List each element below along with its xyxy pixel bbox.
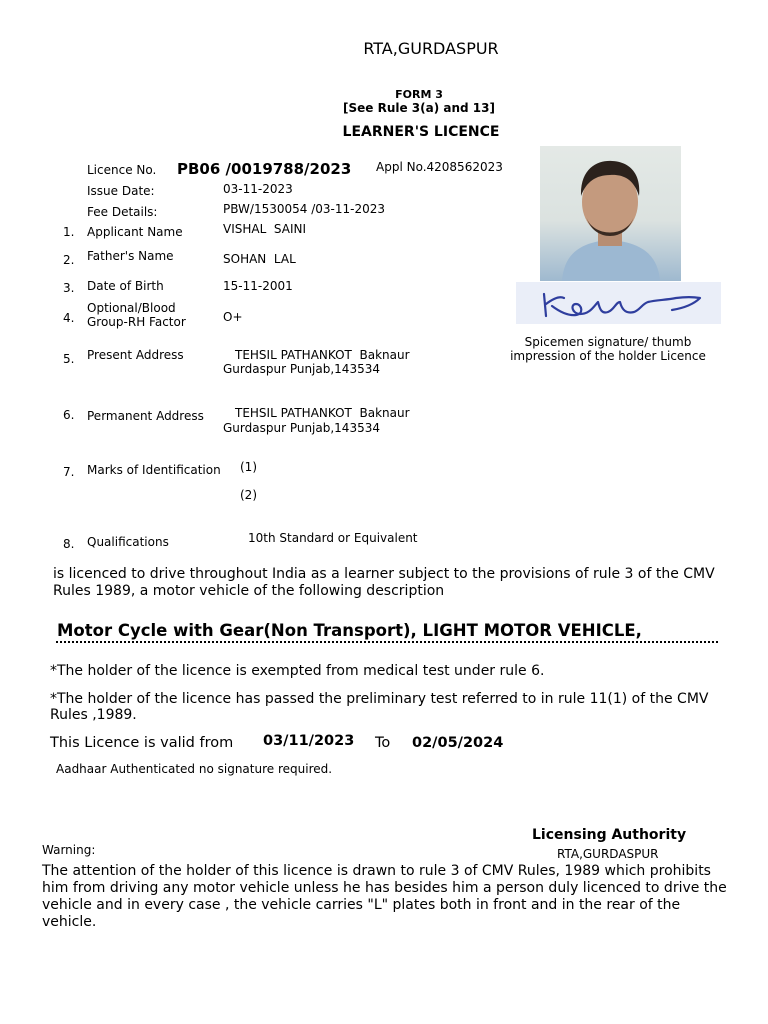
aadhaar-note: Aadhaar Authenticated no signature required. xyxy=(56,762,333,776)
vehicle-class-underline xyxy=(56,641,718,643)
valid-from-date: 03/11/2023 xyxy=(263,733,355,749)
field-number: 1. xyxy=(63,225,75,239)
identification-marks-label: Marks of Identification xyxy=(87,463,221,477)
authority-office: RTA,GURDASPUR xyxy=(557,847,659,861)
office-title: RTA,GURDASPUR xyxy=(363,39,499,58)
holder-photo-portrait xyxy=(540,146,681,281)
father-name: SOHAN LAL xyxy=(223,252,296,266)
father-name-label: Father's Name xyxy=(87,249,174,263)
issue-date: 03-11-2023 xyxy=(223,182,293,196)
present-address-label: Present Address xyxy=(87,348,184,362)
blood-group-label-line1: Optional/Blood xyxy=(87,301,176,315)
document-title: LEARNER'S LICENCE xyxy=(342,124,500,140)
form-number: FORM 3 xyxy=(395,88,443,101)
identification-mark-1: (1) xyxy=(240,460,257,474)
field-number: 5. xyxy=(63,352,75,366)
present-address-line1: TEHSIL PATHANKOT Baknaur xyxy=(235,348,410,362)
permanent-address-label: Permanent Address xyxy=(87,409,204,423)
issue-date-label: Issue Date: xyxy=(87,184,155,198)
identification-mark-2: (2) xyxy=(240,488,257,502)
applicant-name-label: Applicant Name xyxy=(87,225,183,239)
holder-photo xyxy=(540,146,681,281)
licensing-authority: Licensing Authority xyxy=(532,827,687,843)
rule-reference: [See Rule 3(a) and 13] xyxy=(343,101,495,115)
permanent-address-line2: Gurdaspur Punjab,143534 xyxy=(223,421,380,435)
holder-signature xyxy=(516,282,721,324)
valid-to-label: To xyxy=(375,735,391,751)
field-number: 7. xyxy=(63,465,75,479)
field-number: 6. xyxy=(63,408,75,422)
medical-exemption-note: *The holder of the licence is exempted from medical test under rule 6. xyxy=(50,663,545,679)
licence-no-label: Licence No. xyxy=(87,163,157,177)
valid-from-label: This Licence is valid from xyxy=(50,735,234,751)
warning-label: Warning: xyxy=(42,843,96,857)
appl-no: Appl No.4208562023 xyxy=(376,160,503,174)
field-number: 3. xyxy=(63,281,75,295)
licence-statement: is licenced to drive throughout India as a learner subject to the provisions of rule 3 of the CMV Rules 1989, a motor vehicle of the following description xyxy=(53,566,715,599)
field-number: 2. xyxy=(63,253,75,267)
field-number: 4. xyxy=(63,311,75,325)
applicant-name: VISHAL SAINI xyxy=(223,222,307,236)
signature-caption-line2: impression of the holder Licence xyxy=(510,349,706,363)
fee-details: PBW/1530054 /03-11-2023 xyxy=(223,202,385,216)
permanent-address-line1: TEHSIL PATHANKOT Baknaur xyxy=(235,406,410,420)
preliminary-test-note: *The holder of the licence has passed the preliminary test referred to in rule 11(1) of the CMV Rules ,1989. xyxy=(50,691,709,723)
dob: 15-11-2001 xyxy=(223,279,293,293)
signature-caption-line1: Spicemen signature/ thumb xyxy=(524,335,692,349)
vehicle-class: Motor Cycle with Gear(Non Transport), LIGHT MOTOR VEHICLE, xyxy=(57,621,642,640)
fee-label: Fee Details: xyxy=(87,205,158,219)
qualifications: 10th Standard or Equivalent xyxy=(248,531,418,545)
valid-to-date: 02/05/2024 xyxy=(412,735,504,751)
present-address-line2: Gurdaspur Punjab,143534 xyxy=(223,362,380,376)
dob-label: Date of Birth xyxy=(87,279,164,293)
blood-group: O+ xyxy=(223,310,243,324)
blood-group-label-line2: Group-RH Factor xyxy=(87,315,186,329)
licence-no: PB06 /0019788/2023 xyxy=(177,160,352,178)
qualifications-label: Qualifications xyxy=(87,535,169,549)
field-number: 8. xyxy=(63,537,75,551)
warning-text: The attention of the holder of this licence is drawn to rule 3 of CMV Rules, 1989 which prohibits him from driving any motor vehicle unless he has besides him a person duly licenced to drive the vehicle and in every case , the vehicle carries "L" plates both in front and in the rear of the vehicle. xyxy=(42,863,727,930)
signature-scribble xyxy=(516,282,721,324)
